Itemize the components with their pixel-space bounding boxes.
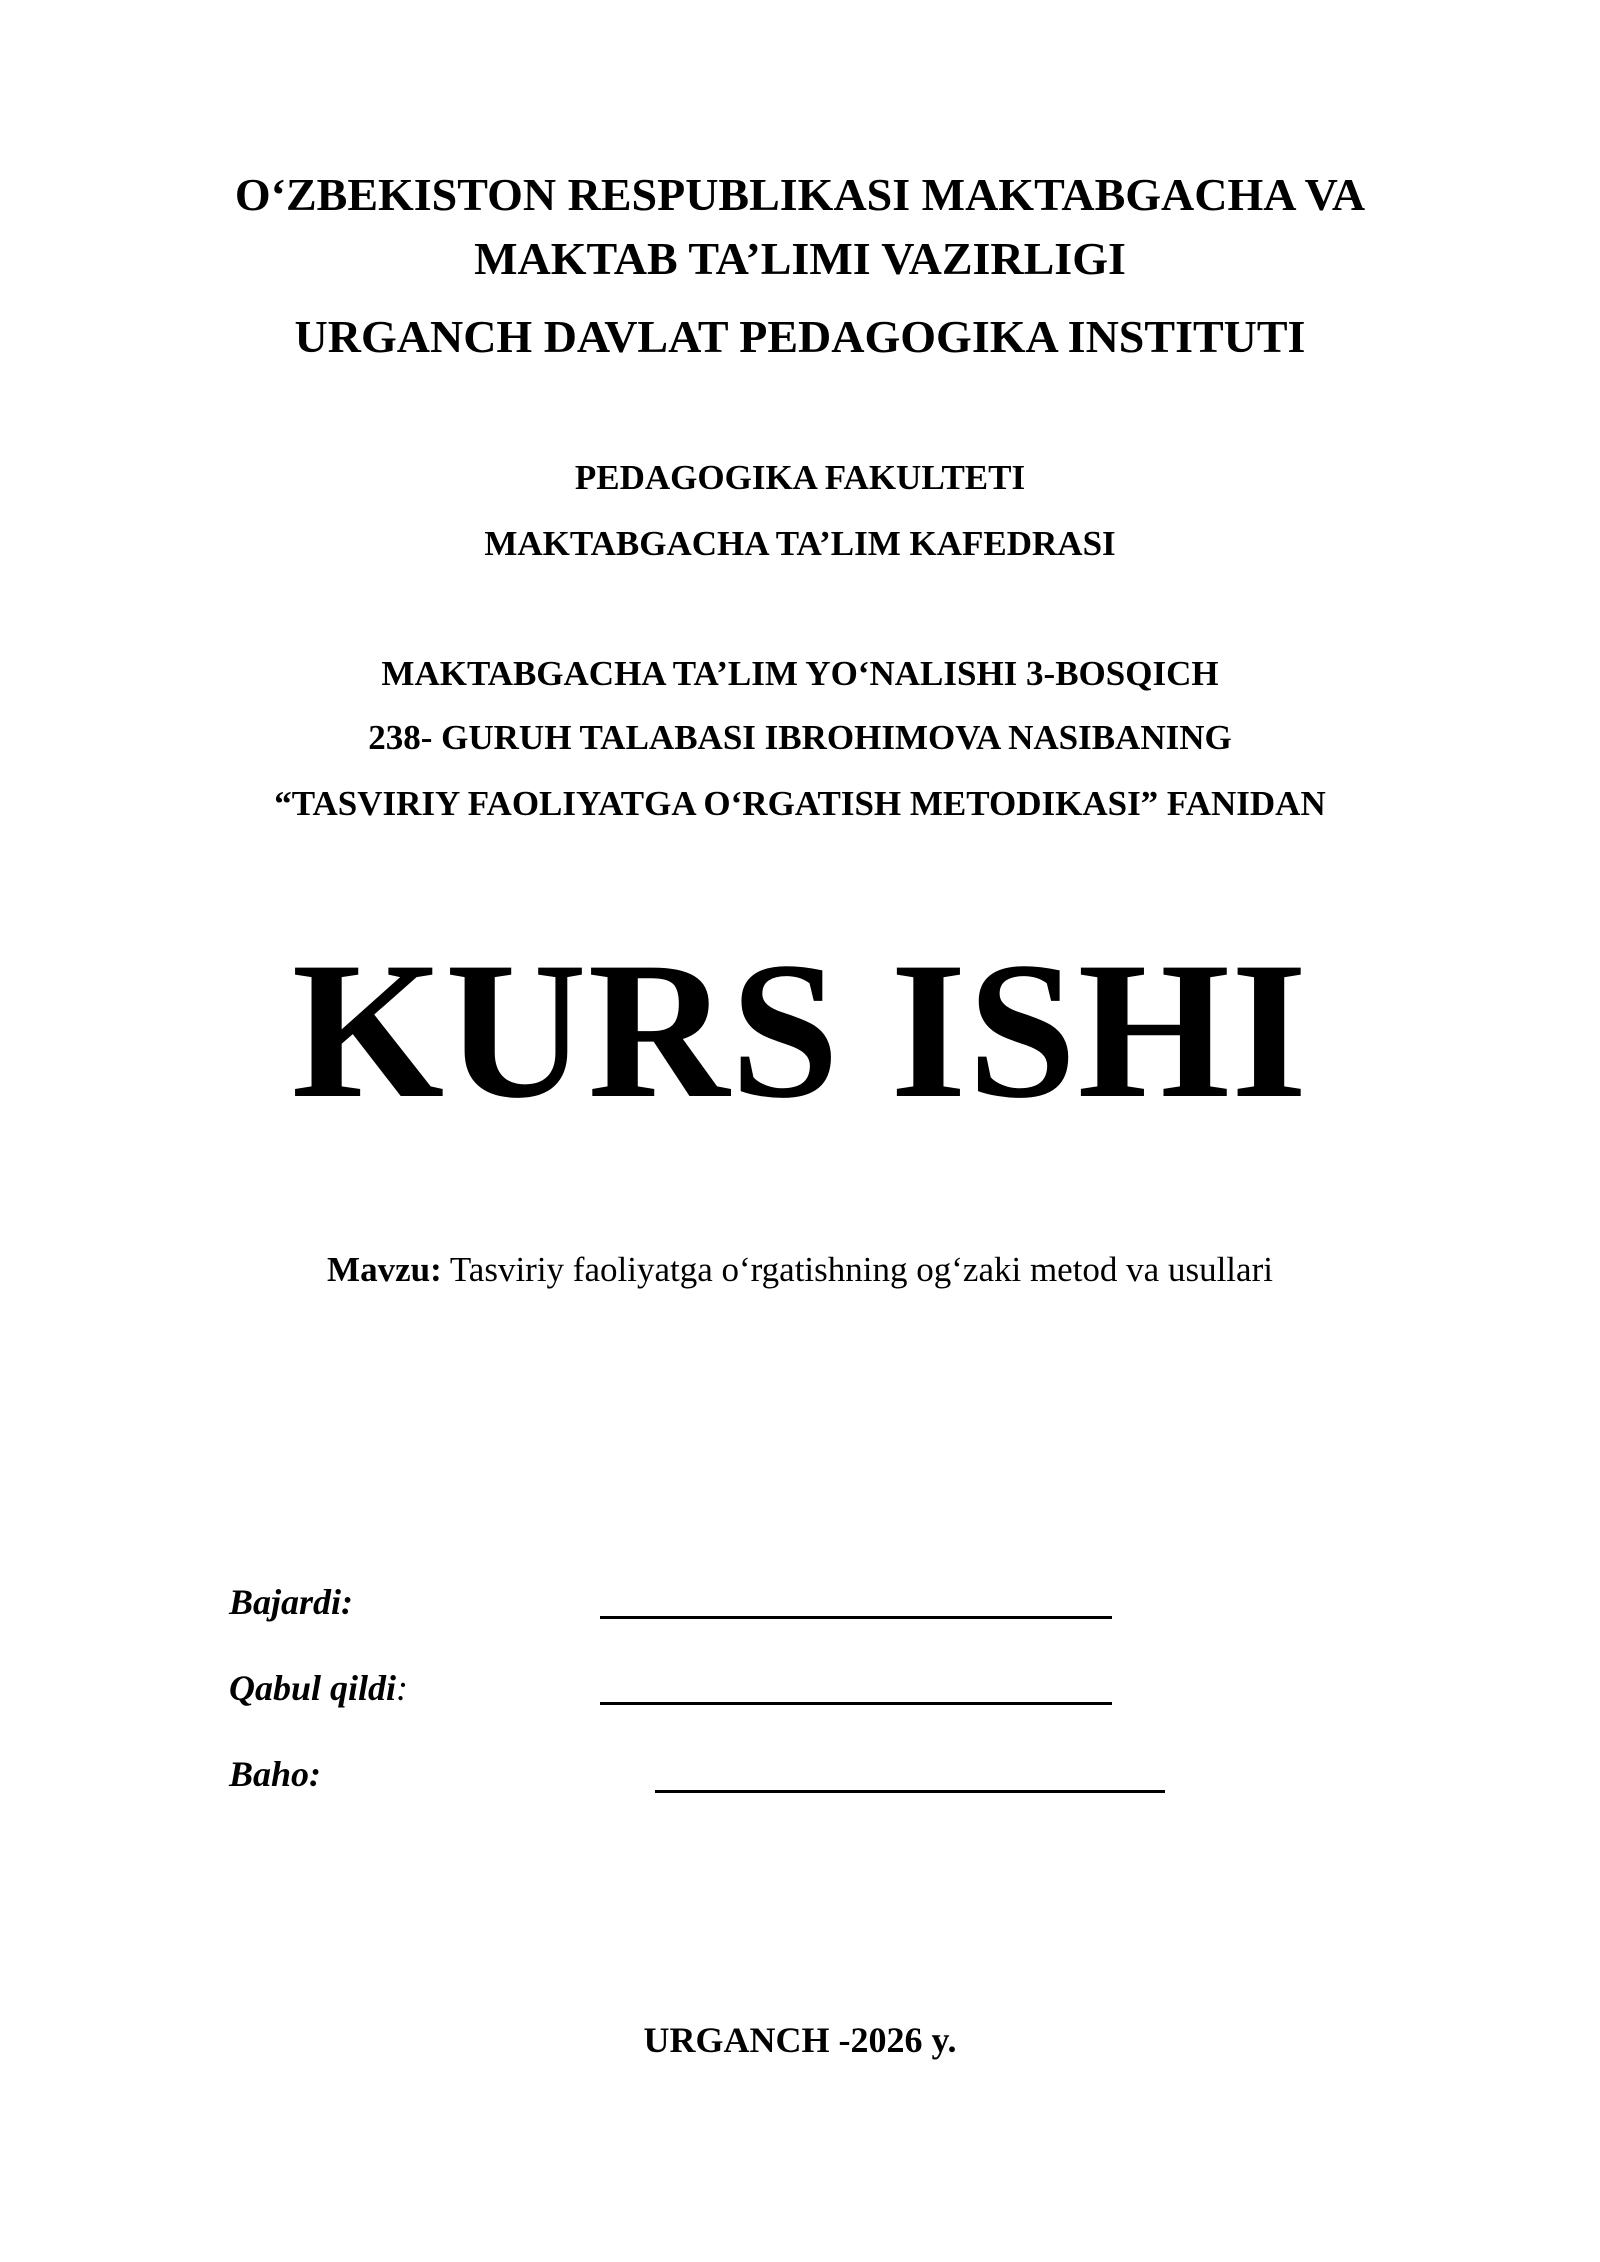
topic-label: Mavzu: [327,1250,442,1289]
ministry-title-line-1: O‘ZBEKISTON RESPUBLIKASI MAKTABGACHA VA [234,169,1366,220]
topic-text: Tasviriy faoliyatga o‘rgatishning og‘zaki metod va usullari [441,1250,1273,1289]
student-subject-line: “TASVIRIY FAOLIYATGA O‘RGATISH METODIKASI” FANIDAN [274,784,1326,823]
ministry-title-line-2: MAKTAB TA’LIMI VAZIRLIGI [474,233,1126,284]
student-group-line: 238- GURUH TALABASI IBROHIMOVA NASIBANING [368,718,1232,757]
signature-line-qabul-qildi[interactable] [600,1702,1112,1705]
document-title: KURS ISHI [291,922,1309,1139]
signature-label-colon: : [396,1668,409,1708]
department-name: MAKTABGACHA TA’LIM KAFEDRASI [484,524,1116,563]
signature-label-text: Qabul qildi [229,1668,397,1708]
student-program-line: MAKTABGACHA TA’LIM YO‘NALISHI 3-BOSQICH [381,654,1219,693]
signature-label-bajardi [229,1580,353,1624]
faculty-name: PEDAGOGIKA FAKULTETI [574,458,1026,497]
institute-name: URGANCH DAVLAT PEDAGOGIKA INSTITUTI [294,311,1306,362]
signature-line-bajardi[interactable] [600,1616,1112,1619]
signature-line-baho[interactable] [655,1790,1165,1793]
signature-label-baho [229,1752,321,1796]
signature-label-text: Bajardi: [229,1582,354,1622]
city-year: URGANCH -2026 y. [643,2020,957,2060]
signature-label-text: Baho: [229,1754,322,1794]
topic-line [0,1248,1600,1292]
signature-label-qabul-qildi [229,1666,408,1710]
